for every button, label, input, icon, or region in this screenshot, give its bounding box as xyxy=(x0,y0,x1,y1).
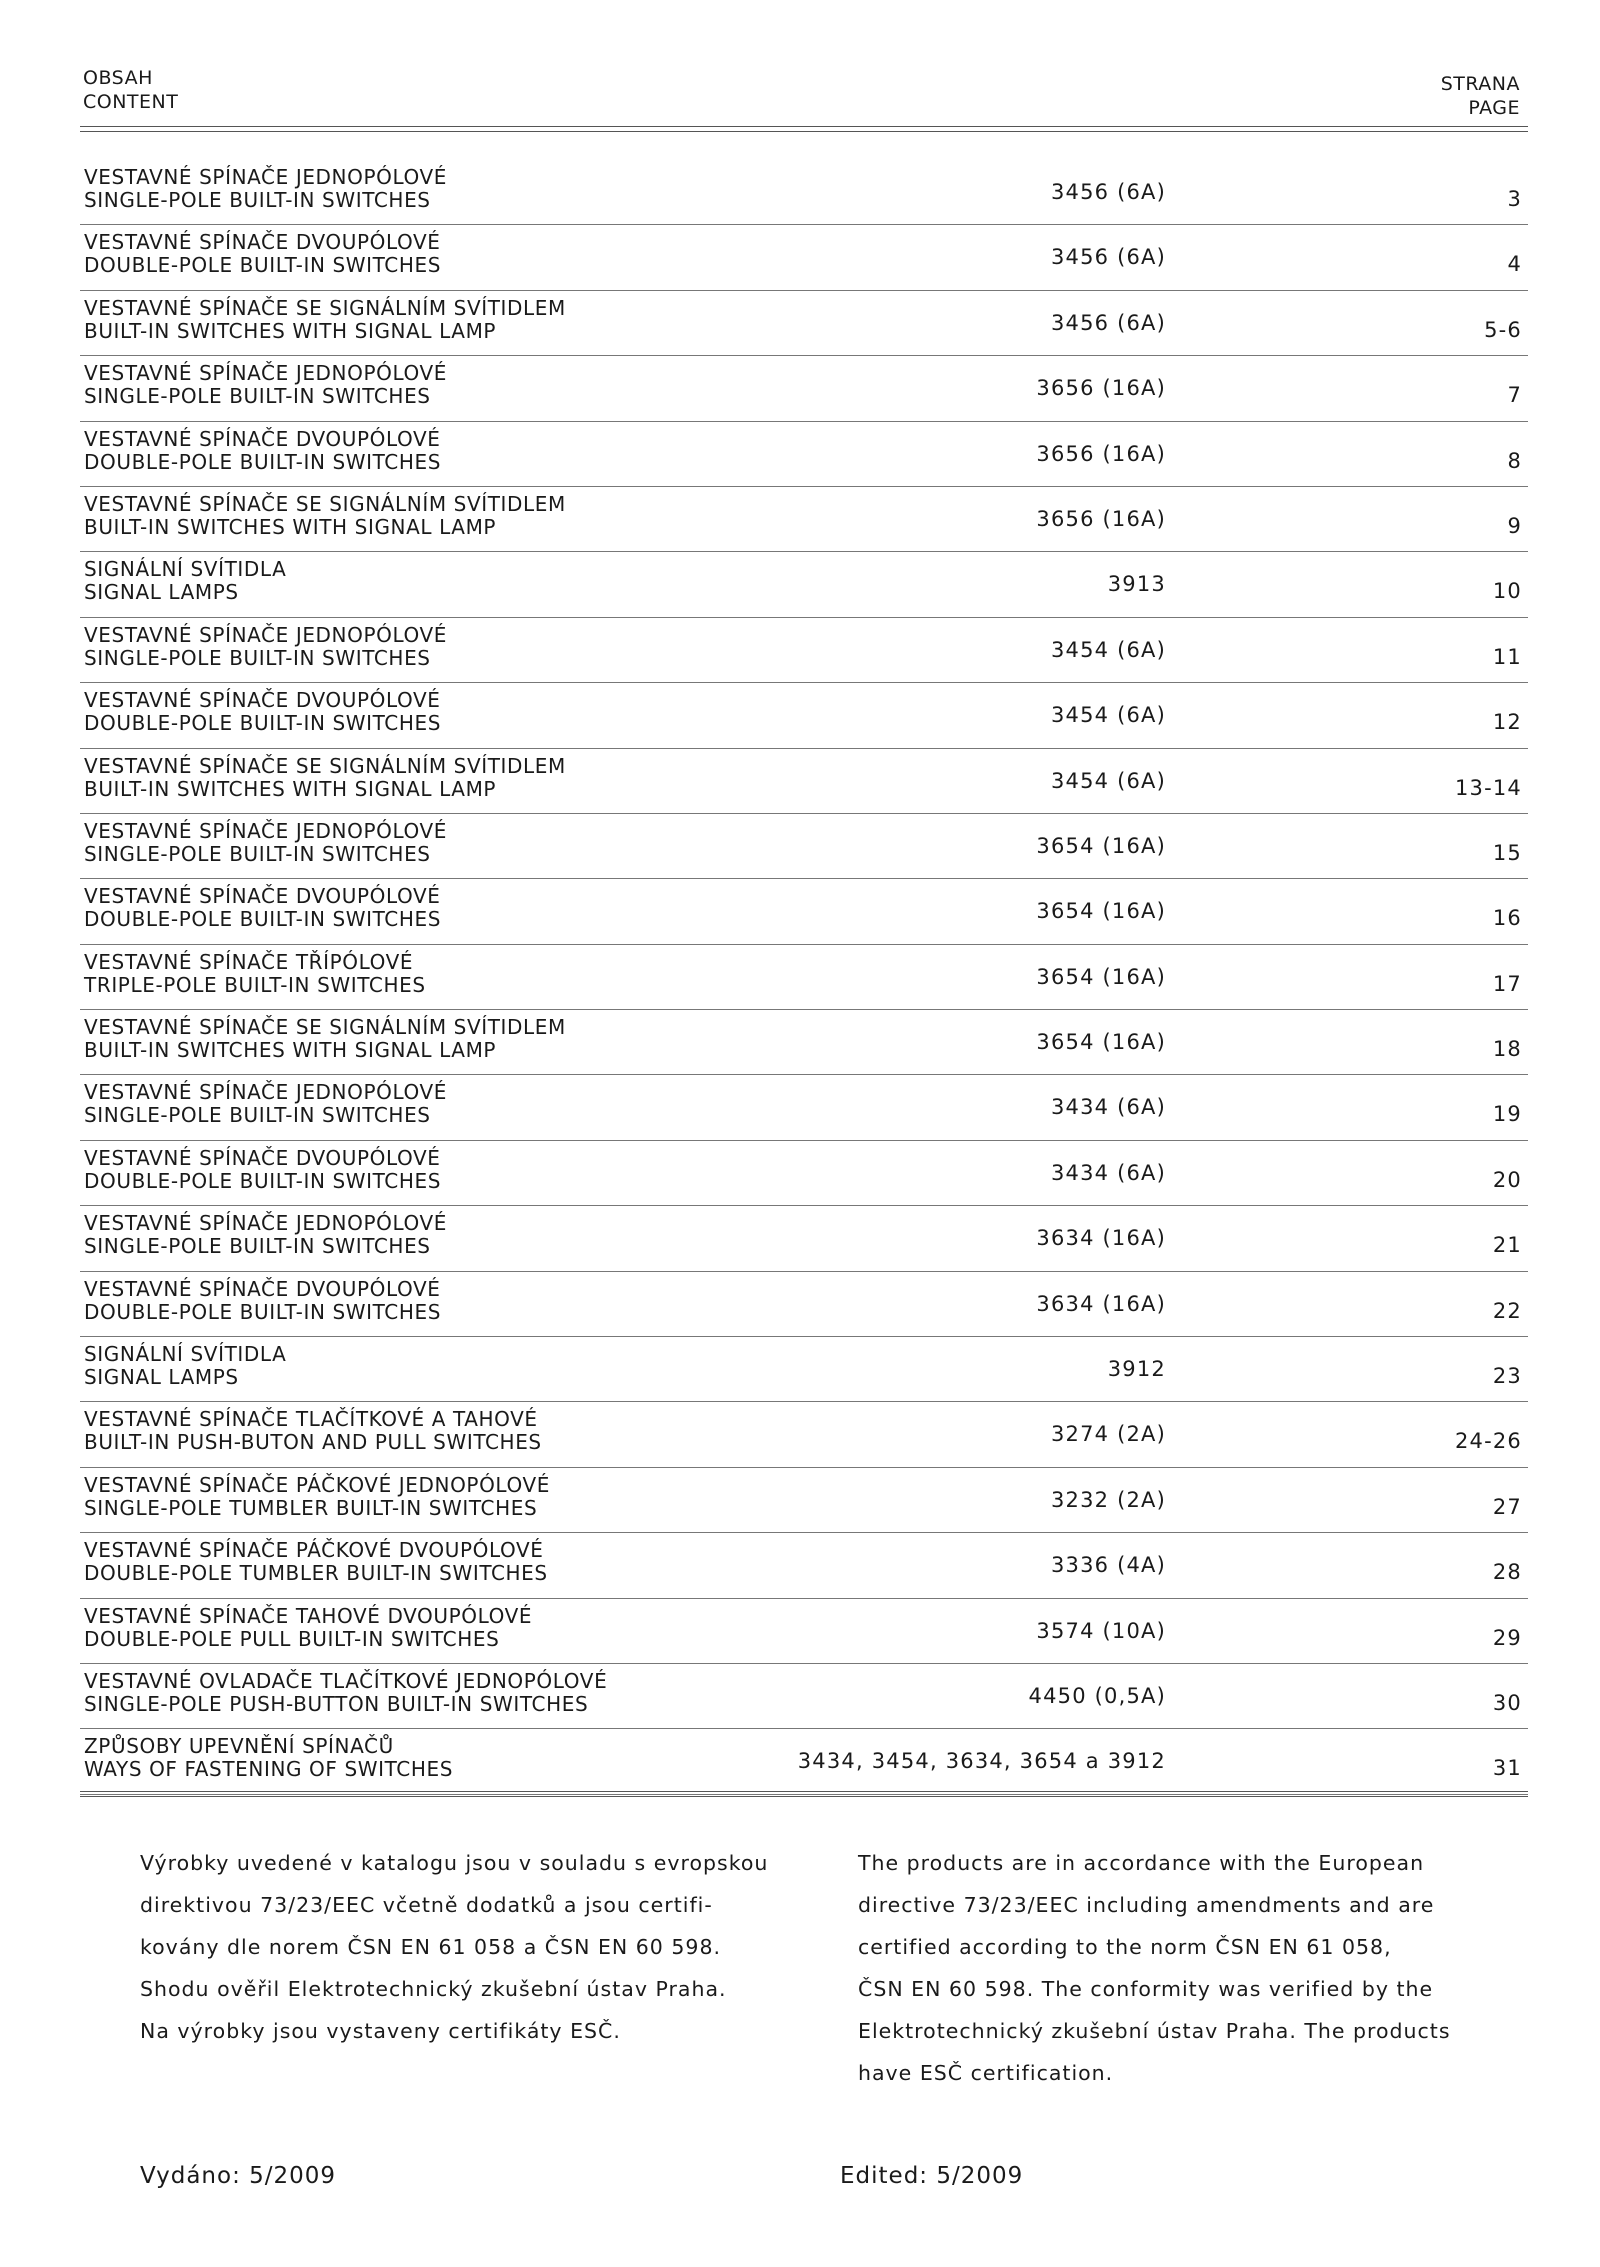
note-line: certified according to the norm ČSN EN 61 058, xyxy=(858,1935,1392,1959)
toc-description xyxy=(84,1735,453,1781)
toc-product-code: 3654 (16A) xyxy=(1036,899,1166,924)
toc-row xyxy=(80,1206,1528,1271)
toc-title-english: BUILT-IN PUSH-BUTON AND PULL SWITCHES xyxy=(84,1430,542,1455)
note-line: The products are in accordance with the European xyxy=(858,1851,1425,1875)
note-line: direktivou 73/23/EEC včetně dodatků a jsou certifi- xyxy=(140,1893,713,1917)
note-line: Elektrotechnický zkušební ústav Praha. The products xyxy=(858,2019,1451,2043)
toc-product-code: 3454 (6A) xyxy=(1050,637,1166,662)
toc-row xyxy=(80,422,1528,487)
toc-row xyxy=(80,1402,1528,1467)
page-column-header xyxy=(1441,72,1520,120)
toc-product-code: 3654 (16A) xyxy=(1036,1030,1166,1055)
toc-title-english: DOUBLE-POLE BUILT-IN SWITCHES xyxy=(84,711,442,736)
header-obsah: OBSAH xyxy=(83,67,153,89)
header-strana: STRANA xyxy=(1440,73,1520,95)
toc-row xyxy=(80,683,1528,748)
toc-row xyxy=(80,356,1528,421)
toc-title-czech: SIGNÁLNÍ SVÍTIDLA xyxy=(84,557,287,582)
toc-title-english: DOUBLE-POLE BUILT-IN SWITCHES xyxy=(84,449,442,474)
toc-description xyxy=(84,558,286,604)
toc-product-code: 3634 (16A) xyxy=(1036,1226,1166,1251)
toc-description xyxy=(84,951,426,997)
toc-product-code: 3656 (16A) xyxy=(1036,506,1166,531)
toc-row xyxy=(80,1075,1528,1140)
toc-title-english: SINGLE-POLE BUILT-IN SWITCHES xyxy=(84,188,431,212)
toc-description xyxy=(84,1474,550,1520)
toc-title-english: BUILT-IN SWITCHES WITH SIGNAL LAMP xyxy=(84,776,497,801)
toc-row xyxy=(80,487,1528,552)
toc-description xyxy=(84,885,441,931)
toc-page-number: 16 xyxy=(1492,906,1522,931)
toc-title-czech: VESTAVNÉ SPÍNAČE JEDNOPÓLOVÉ xyxy=(84,818,448,843)
toc-product-code: 3656 (16A) xyxy=(1036,376,1166,401)
toc-page-number: 24-26 xyxy=(1454,1429,1522,1454)
toc-description xyxy=(84,1605,532,1651)
toc-product-code: 3913 xyxy=(1107,572,1166,597)
toc-page-number: 31 xyxy=(1492,1756,1522,1781)
toc-title-czech: VESTAVNÉ SPÍNAČE DVOUPÓLOVÉ xyxy=(84,1145,441,1170)
toc-row xyxy=(80,1337,1528,1402)
toc-row xyxy=(80,225,1528,290)
toc-product-code: 3274 (2A) xyxy=(1050,1422,1166,1447)
toc-product-code: 3656 (16A) xyxy=(1036,441,1166,466)
issue-date-english: Edited: 5/2009 xyxy=(840,2163,1024,2189)
toc-row xyxy=(80,879,1528,944)
note-line: Shodu ověřil Elektrotechnický zkušební ústav Praha. xyxy=(140,1977,727,2001)
toc-title-czech: VESTAVNÉ SPÍNAČE SE SIGNÁLNÍM SVÍTIDLEM xyxy=(84,491,566,516)
toc-row xyxy=(80,618,1528,683)
toc-product-code: 3454 (6A) xyxy=(1050,703,1166,728)
toc-title-czech: VESTAVNÉ SPÍNAČE PÁČKOVÉ JEDNOPÓLOVÉ xyxy=(84,1472,550,1497)
toc-product-code: 3434 (6A) xyxy=(1050,1160,1166,1185)
toc-page-number: 28 xyxy=(1492,1560,1522,1585)
toc-row xyxy=(80,291,1528,356)
toc-title-czech: VESTAVNÉ OVLADAČE TLAČÍTKOVÉ JEDNOPÓLOVÉ xyxy=(84,1668,608,1693)
toc-title-english: SINGLE-POLE BUILT-IN SWITCHES xyxy=(84,841,431,866)
header-page: PAGE xyxy=(1468,97,1520,119)
toc-page-number: 27 xyxy=(1492,1494,1522,1519)
toc-title-english: DOUBLE-POLE TUMBLER BUILT-IN SWITCHES xyxy=(84,1561,548,1586)
toc-description xyxy=(84,1016,566,1062)
note-line: Na výrobky jsou vystaveny certifikáty ESČ. xyxy=(140,2019,621,2043)
toc-page-number: 13-14 xyxy=(1454,775,1522,800)
toc-title-czech: VESTAVNÉ SPÍNAČE DVOUPÓLOVÉ xyxy=(84,688,441,713)
toc-row xyxy=(80,945,1528,1010)
toc-title-czech: SIGNÁLNÍ SVÍTIDLA xyxy=(84,1342,287,1367)
content-header xyxy=(83,66,178,114)
toc-page-number: 5-6 xyxy=(1484,317,1522,342)
toc-title-english: BUILT-IN SWITCHES WITH SIGNAL LAMP xyxy=(84,318,497,343)
toc-title-czech: VESTAVNÉ SPÍNAČE DVOUPÓLOVÉ xyxy=(84,884,441,909)
toc-page-number: 3 xyxy=(1507,187,1522,211)
toc-description xyxy=(84,1539,548,1585)
toc-title-english: DOUBLE-POLE BUILT-IN SWITCHES xyxy=(84,1168,442,1193)
toc-title-czech: VESTAVNÉ SPÍNAČE PÁČKOVÉ DVOUPÓLOVÉ xyxy=(84,1538,544,1563)
toc-page-number: 17 xyxy=(1492,971,1522,996)
toc-page-number: 21 xyxy=(1492,1233,1522,1258)
toc-page-number: 7 xyxy=(1507,383,1522,408)
toc-page-number: 20 xyxy=(1492,1167,1522,1192)
toc-title-english: DOUBLE-POLE BUILT-IN SWITCHES xyxy=(84,907,442,932)
toc-description xyxy=(84,1212,447,1258)
toc-page-number: 29 xyxy=(1492,1625,1522,1650)
toc-row xyxy=(80,1468,1528,1533)
toc-title-english: SINGLE-POLE BUILT-IN SWITCHES xyxy=(84,384,431,409)
toc-title-czech: VESTAVNÉ SPÍNAČE JEDNOPÓLOVÉ xyxy=(84,1211,448,1236)
toc-title-english: SINGLE-POLE BUILT-IN SWITCHES xyxy=(84,1234,431,1259)
toc-product-code: 3912 xyxy=(1107,1357,1166,1382)
toc-product-code: 3336 (4A) xyxy=(1050,1553,1166,1578)
toc-product-code: 3574 (10A) xyxy=(1036,1618,1166,1643)
toc-title-english: WAYS OF FASTENING OF SWITCHES xyxy=(84,1757,454,1782)
toc-product-code: 3434, 3454, 3634, 3654 a 3912 xyxy=(797,1749,1166,1774)
toc-title-czech: VESTAVNÉ SPÍNAČE JEDNOPÓLOVÉ xyxy=(84,622,448,647)
toc-page-number: 11 xyxy=(1492,644,1522,669)
toc-title-czech: VESTAVNÉ SPÍNAČE TLAČÍTKOVÉ A TAHOVÉ xyxy=(84,1407,538,1432)
toc-title-english: DOUBLE-POLE BUILT-IN SWITCHES xyxy=(84,253,442,278)
toc-description xyxy=(84,1081,447,1127)
toc-title-english: DOUBLE-POLE PULL BUILT-IN SWITCHES xyxy=(84,1626,500,1651)
toc-row xyxy=(80,814,1528,879)
toc-product-code: 3434 (6A) xyxy=(1050,1095,1166,1120)
header-content: CONTENT xyxy=(83,91,179,113)
toc-title-czech: VESTAVNÉ SPÍNAČE TAHOVÉ DVOUPÓLOVÉ xyxy=(84,1603,533,1628)
toc-description xyxy=(84,1670,607,1716)
toc-description xyxy=(84,689,441,735)
toc-title-english: BUILT-IN SWITCHES WITH SIGNAL LAMP xyxy=(84,1038,497,1063)
note-line: Výrobky uvedené v katalogu jsou v souladu s evropskou xyxy=(140,1851,769,1875)
toc-description xyxy=(84,820,447,866)
toc-product-code: 3456 (6A) xyxy=(1050,310,1166,335)
toc-page-number: 10 xyxy=(1492,579,1522,604)
toc-row xyxy=(80,1729,1528,1794)
toc-title-czech: VESTAVNÉ SPÍNAČE DVOUPÓLOVÉ xyxy=(84,426,441,451)
toc-description xyxy=(84,755,566,801)
toc-row xyxy=(80,160,1528,225)
note-line: have ESČ certification. xyxy=(858,2061,1114,2085)
toc-description xyxy=(84,362,447,408)
toc-product-code: 3456 (6A) xyxy=(1050,180,1166,204)
toc-description xyxy=(84,166,447,212)
toc-bottom-divider xyxy=(80,1791,1528,1797)
toc-description xyxy=(84,1343,286,1389)
toc-page-number: 18 xyxy=(1492,1037,1522,1062)
toc-row xyxy=(80,1272,1528,1337)
toc-page-number: 4 xyxy=(1507,252,1522,277)
toc-page-number: 22 xyxy=(1492,1298,1522,1323)
toc-description xyxy=(84,428,441,474)
issue-date-czech: Vydáno: 5/2009 xyxy=(140,2163,337,2189)
toc-page-number: 8 xyxy=(1507,448,1522,473)
toc-page-number: 30 xyxy=(1492,1690,1522,1715)
toc-title-english: BUILT-IN SWITCHES WITH SIGNAL LAMP xyxy=(84,514,497,539)
toc-row xyxy=(80,1010,1528,1075)
toc-title-czech: ZPŮSOBY UPEVNĚNÍ SPÍNAČŮ xyxy=(84,1734,394,1759)
toc-title-english: SINGLE-POLE BUILT-IN SWITCHES xyxy=(84,645,431,670)
toc-product-code: 3454 (6A) xyxy=(1050,768,1166,793)
toc-description xyxy=(84,297,566,343)
toc-title-czech: VESTAVNÉ SPÍNAČE TŘÍPÓLOVÉ xyxy=(84,949,414,974)
toc-page-number: 12 xyxy=(1492,710,1522,735)
toc-row xyxy=(80,1533,1528,1598)
table-of-contents xyxy=(80,160,1528,1795)
toc-page-number: 23 xyxy=(1492,1364,1522,1389)
toc-product-code: 3232 (2A) xyxy=(1050,1487,1166,1512)
toc-title-english: SINGLE-POLE BUILT-IN SWITCHES xyxy=(84,1103,431,1128)
toc-product-code: 3634 (16A) xyxy=(1036,1291,1166,1316)
toc-product-code: 3654 (16A) xyxy=(1036,833,1166,858)
toc-page-number: 19 xyxy=(1492,1102,1522,1127)
toc-description xyxy=(84,231,441,277)
certification-note-english xyxy=(858,1842,1451,2094)
toc-title-czech: VESTAVNÉ SPÍNAČE SE SIGNÁLNÍM SVÍTIDLEM xyxy=(84,1015,566,1040)
toc-title-czech: VESTAVNÉ SPÍNAČE DVOUPÓLOVÉ xyxy=(84,230,441,255)
toc-title-english: TRIPLE-POLE BUILT-IN SWITCHES xyxy=(84,972,426,997)
note-line: directive 73/23/EEC including amendments and are xyxy=(858,1893,1435,1917)
toc-title-english: SIGNAL LAMPS xyxy=(84,580,239,605)
toc-title-czech: VESTAVNÉ SPÍNAČE DVOUPÓLOVÉ xyxy=(84,1276,441,1301)
note-line: ČSN EN 60 598. The conformity was verified by the xyxy=(858,1977,1434,2001)
toc-row xyxy=(80,1141,1528,1206)
toc-title-czech: VESTAVNÉ SPÍNAČE JEDNOPÓLOVÉ xyxy=(84,165,448,189)
toc-title-english: DOUBLE-POLE BUILT-IN SWITCHES xyxy=(84,1299,442,1324)
toc-description xyxy=(84,1408,542,1454)
toc-page-number: 15 xyxy=(1492,840,1522,865)
certification-note-czech xyxy=(140,1842,768,2052)
toc-description xyxy=(84,1147,441,1193)
toc-title-czech: VESTAVNÉ SPÍNAČE JEDNOPÓLOVÉ xyxy=(84,1080,448,1105)
toc-page-number: 9 xyxy=(1507,513,1522,538)
toc-row xyxy=(80,1599,1528,1664)
toc-product-code: 3654 (16A) xyxy=(1036,964,1166,989)
toc-row xyxy=(80,552,1528,617)
toc-title-czech: VESTAVNÉ SPÍNAČE JEDNOPÓLOVÉ xyxy=(84,361,448,386)
toc-title-czech: VESTAVNÉ SPÍNAČE SE SIGNÁLNÍM SVÍTIDLEM xyxy=(84,753,566,778)
toc-product-code: 3456 (6A) xyxy=(1050,245,1166,270)
toc-title-english: SINGLE-POLE PUSH-BUTTON BUILT-IN SWITCHES xyxy=(84,1691,589,1716)
toc-row xyxy=(80,1664,1528,1729)
toc-description xyxy=(84,1278,441,1324)
toc-description xyxy=(84,493,566,539)
toc-title-english: SINGLE-POLE TUMBLER BUILT-IN SWITCHES xyxy=(84,1495,538,1520)
toc-title-english: SIGNAL LAMPS xyxy=(84,1365,239,1390)
toc-description xyxy=(84,624,447,670)
header-divider xyxy=(80,126,1528,132)
toc-row xyxy=(80,749,1528,814)
note-line: kovány dle norem ČSN EN 61 058 a ČSN EN 60 598. xyxy=(140,1935,722,1959)
toc-product-code: 4450 (0,5A) xyxy=(1028,1683,1166,1708)
toc-title-czech: VESTAVNÉ SPÍNAČE SE SIGNÁLNÍM SVÍTIDLEM xyxy=(84,295,566,320)
